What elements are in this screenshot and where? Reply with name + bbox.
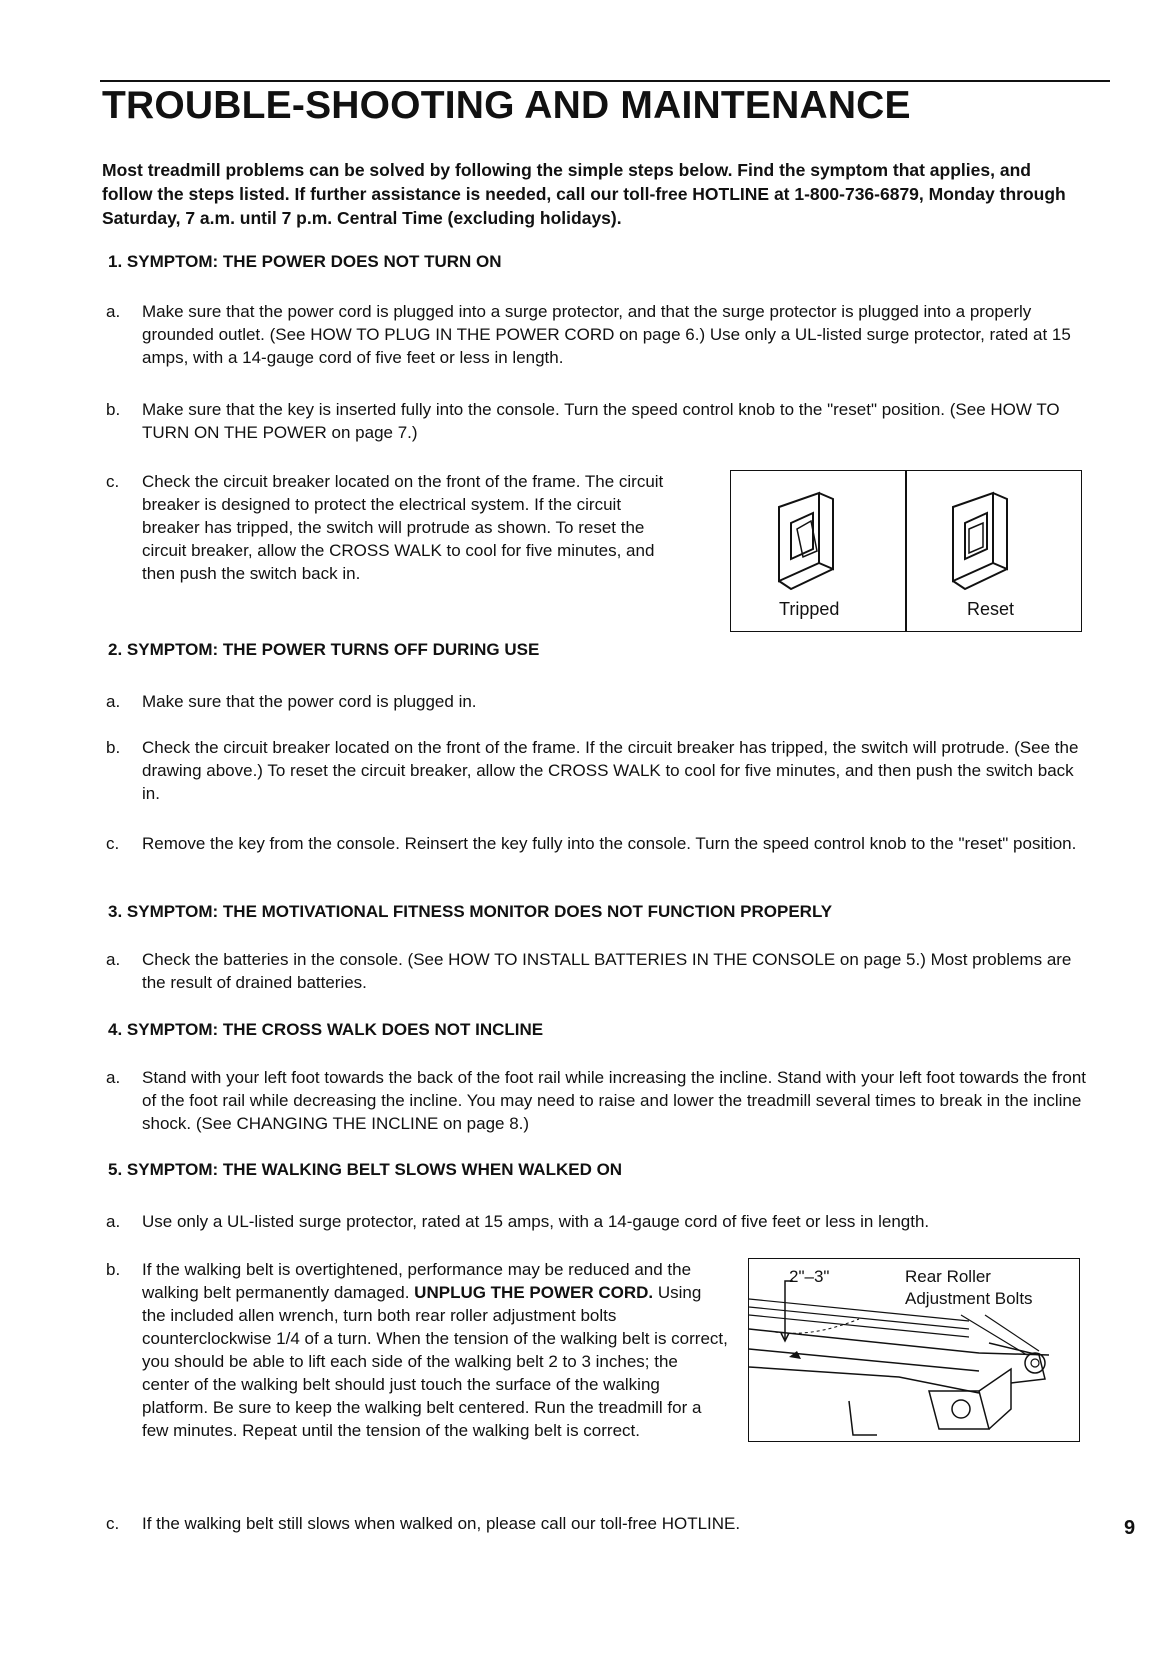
reset-label: Reset xyxy=(967,599,1015,619)
item-text: If the walking belt still slows when walked on, please call our toll-free HOTLINE. xyxy=(142,1514,741,1533)
item-text: Check the circuit breaker located on the front of the frame. If the circuit breaker has tripped, the switch will protrude. (See the drawing above.) To reset the circuit breaker, allow the CROSS WALK to cool for five minutes, and then push the switch back in. xyxy=(142,738,1079,803)
item-text: Use only a UL-listed surge protector, rated at 15 amps, with a 14-gauge cord of five feet or less in length. xyxy=(142,1212,930,1231)
symptom-5-item-b xyxy=(106,1258,728,1442)
walking-belt-illustration xyxy=(749,1259,1079,1441)
symptom-3-heading: 3. SYMPTOM: THE MOTIVATIONAL FITNESS MONITOR DOES NOT FUNCTION PROPERLY xyxy=(108,902,833,921)
page-title: TROUBLE-SHOOTING AND MAINTENANCE xyxy=(102,84,911,127)
rear-roller-label: Rear Roller xyxy=(905,1267,991,1286)
item-letter: b. xyxy=(106,400,121,419)
item-letter: c. xyxy=(106,834,120,853)
item-text: Make sure that the key is inserted fully into the console. Turn the speed control knob to the "reset" position. (See HOW TO TURN ON THE POWER on page 7.) xyxy=(142,400,1060,442)
item-text: If the walking belt is overtightened, performance may be reduced and the walking belt permanently damaged. xyxy=(142,1260,692,1302)
item-text: Check the circuit breaker located on the front of the frame. The circuit breaker is designed to protect the electrical system. If the circuit breaker has tripped, the switch will protrude as shown. To reset the circuit breaker, allow the CROSS WALK to cool for five minutes, and then push the switch back in. xyxy=(142,472,664,583)
item-text: Remove the key from the console. Reinsert the key fully into the console. Turn the speed control knob to the "reset" position. xyxy=(142,834,1077,853)
symptom-1-item-a xyxy=(106,300,1092,369)
item-letter: c. xyxy=(106,472,120,491)
item-text: Make sure that the power cord is plugged in. xyxy=(142,692,477,711)
item-text: Stand with your left foot towards the back of the foot rail while increasing the incline. Stand with your left foot towards the front of the foot rail while decreasing the incline. You may need to raise and lower the treadmill several times to break in the incline shock. (See CHANGING THE INCLINE on page 8.) xyxy=(142,1068,1087,1133)
reset-switch-icon xyxy=(935,485,1065,605)
symptom-4-heading: 4. SYMPTOM: THE CROSS WALK DOES NOT INCLINE xyxy=(108,1020,544,1039)
symptom-1-heading: 1. SYMPTOM: THE POWER DOES NOT TURN ON xyxy=(108,252,502,271)
page-number: 9 xyxy=(1124,1517,1136,1539)
tripped-label: Tripped xyxy=(779,599,840,619)
circuit-breaker-figure xyxy=(730,470,1082,632)
adjustment-bolts-label: Adjustment Bolts xyxy=(905,1289,1033,1308)
figure-divider xyxy=(905,471,907,631)
item-letter: a. xyxy=(106,1212,121,1231)
intro-paragraph: Most treadmill problems can be solved by following the simple steps below. Find the symptom that applies, and follow the steps listed. If further assistance is needed, call our toll-free HOTLINE at 1-800-736-6879, Monday through Saturday, 7 a.m. until 7 p.m. Central Time (excluding holidays). xyxy=(102,160,1066,228)
symptom-4-item-a xyxy=(106,1066,1092,1135)
symptom-2-item-a xyxy=(106,690,1092,713)
item-letter: a. xyxy=(106,692,121,711)
item-letter: b. xyxy=(106,738,121,757)
symptom-5-item-a xyxy=(106,1210,1092,1233)
item-letter: b. xyxy=(106,1260,121,1279)
item-text: Using the included allen wrench, turn both rear roller adjustment bolts counterclockwise 1/4 of a turn. When the tension of the walking belt is correct, you should be able to lift each side of the walking belt 2 to 3 inches; the center of the walking belt should just touch the surface of the walking platform. Be sure to keep the walking belt centered. Run the treadmill for a few minutes. Repeat until the tension of the walking belt is correct. xyxy=(142,1283,728,1440)
title-rule xyxy=(100,80,1110,82)
symptom-5-heading: 5. SYMPTOM: THE WALKING BELT SLOWS WHEN WALKED ON xyxy=(108,1160,623,1179)
item-letter: a. xyxy=(106,1068,121,1087)
walking-belt-figure xyxy=(748,1258,1080,1442)
symptom-2-heading: 2. SYMPTOM: THE POWER TURNS OFF DURING USE xyxy=(108,640,540,659)
symptom-2-item-b xyxy=(106,736,1092,805)
symptom-3-item-a xyxy=(106,948,1092,994)
item-letter: a. xyxy=(106,950,121,969)
item-letter: c. xyxy=(106,1514,120,1533)
symptom-2-item-c xyxy=(106,832,1092,855)
unplug-warning: UNPLUG THE POWER CORD. xyxy=(414,1283,654,1302)
symptom-1-item-c xyxy=(106,470,682,585)
tripped-switch-icon xyxy=(761,485,891,605)
item-letter: a. xyxy=(106,302,121,321)
dimension-label: 2"–3" xyxy=(789,1267,830,1286)
symptom-1-item-b xyxy=(106,398,1092,444)
symptom-5-item-c xyxy=(106,1512,1092,1535)
item-text: Make sure that the power cord is plugged into a surge protector, and that the surge protector is plugged into a properly grounded outlet. (See HOW TO PLUG IN THE POWER CORD on page 6.) Use only a UL-listed surge protector, rated at 15 amps, with a 14-gauge cord of five feet or less in length. xyxy=(142,302,1071,367)
item-text: Check the batteries in the console. (See HOW TO INSTALL BATTERIES IN THE CONSOLE on page 5.) Most problems are the result of drained batteries. xyxy=(142,950,1072,992)
